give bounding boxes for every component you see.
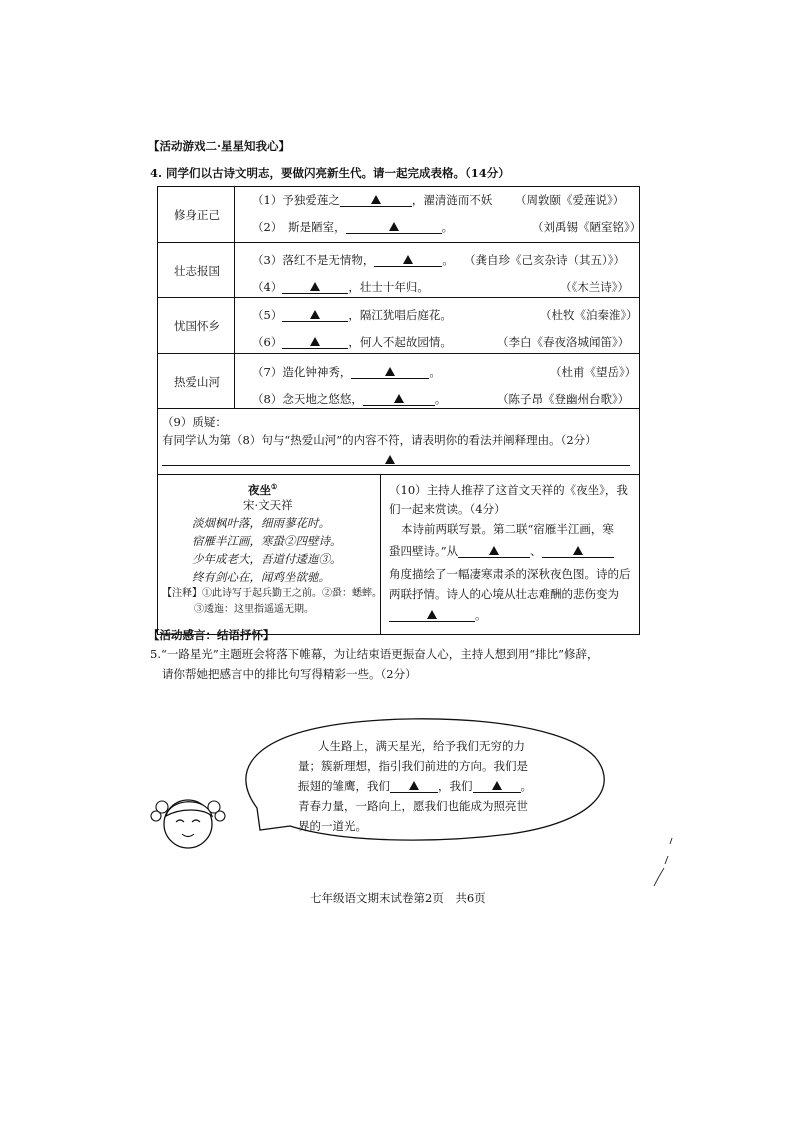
poem-note: 【注释】①此诗写于起兵勤王之前。②蛩：蟋蟀。 — [162, 588, 382, 599]
table-row — [252, 391, 446, 407]
table-row — [252, 279, 429, 295]
poem-line: 宿雁半江画，寒蛩②四壁诗。 — [192, 534, 342, 548]
q10-text: 蛩四壁诗。”从 、 — [389, 543, 614, 559]
answer-blank[interactable] — [542, 545, 614, 558]
triangle-marker-icon — [371, 195, 381, 204]
row-text: （8）念天地之悠悠， — [252, 392, 363, 406]
triangle-marker-icon — [489, 546, 499, 555]
q10-text: 。 — [389, 607, 487, 623]
girl-face-icon — [151, 800, 225, 848]
answer-blank[interactable] — [282, 336, 348, 349]
row-text: （2） 斯是陋室， — [252, 220, 346, 234]
row-text: （7）造化钟神秀， — [252, 365, 352, 379]
bubble-text: 青春力量，一路向上，愿我们也能成为照亮世 — [298, 799, 528, 813]
answer-blank[interactable] — [346, 221, 442, 234]
category-label: 忧国怀乡 — [174, 319, 220, 333]
activity2-heading: 【活动游戏二·星星知我心】 — [148, 139, 291, 153]
answer-blank[interactable] — [374, 254, 442, 267]
row-source: （刘禹锡《陋室铭》） — [532, 220, 642, 234]
category-label: 热爱山河 — [174, 375, 220, 389]
scan-mark — [650, 834, 680, 894]
row-source: （杜甫《望岳》） — [550, 365, 637, 379]
row-source: （杜牧《泊秦淮》） — [540, 308, 638, 322]
table-row — [252, 307, 452, 323]
row-source: （李白《春夜洛城闻笛》） — [497, 335, 630, 349]
table-row — [252, 219, 453, 235]
table-row — [252, 252, 454, 268]
triangle-marker-icon — [573, 546, 583, 555]
bubble-text: 人生路上，满天星光，给予我们无穷的力 — [318, 739, 525, 753]
table-row — [252, 334, 452, 350]
row-text: （3）落红不是无情物， — [252, 253, 375, 267]
row-text: 。 — [429, 365, 441, 379]
poem-line: 少年成老大，吾道付逶迤③。 — [192, 552, 342, 566]
q10-text: 本诗前两联写景。第二联“宿雁半江画，寒 — [401, 522, 614, 536]
triangle-marker-icon — [394, 394, 404, 403]
answer-blank[interactable] — [351, 366, 429, 379]
q9-answer-line[interactable] — [162, 465, 630, 466]
bubble-text: 量；簇新理想，指引我们前进的方向。我们是 — [298, 759, 528, 773]
row-source: （陈子昂《登幽州台歌》） — [497, 392, 630, 406]
triangle-marker-icon — [427, 610, 437, 619]
answer-blank[interactable] — [390, 780, 438, 793]
q5-stem: 请你帮她把感言中的排比句写得精彩一些。（2分） — [162, 667, 417, 681]
category-label: 壮志报国 — [174, 264, 220, 278]
answer-blank[interactable] — [282, 309, 348, 322]
row-text: （6） — [252, 335, 283, 349]
table-row — [252, 192, 492, 208]
bubble-text: 振翅的雏鹰，我们 ，我们 。 — [298, 779, 532, 793]
row-text: ，濯清涟而不妖 — [411, 193, 493, 207]
triangle-marker-icon — [310, 282, 320, 291]
row-source: （龚自珍《己亥杂诗（其五）》） — [464, 253, 625, 267]
row-text: （1）予独爱莲之 — [252, 193, 340, 207]
table-row — [252, 364, 441, 380]
bubble-text: 界的一道光。 — [298, 819, 367, 833]
row-text: 。 — [442, 253, 454, 267]
row-text: ，壮士十年归。 — [348, 280, 429, 294]
answer-blank[interactable] — [458, 545, 530, 558]
row-source: （《木兰诗》） — [560, 280, 629, 294]
answer-blank[interactable] — [340, 194, 412, 207]
triangle-marker-icon — [403, 255, 413, 264]
q4-stem: 4. 同学们以古诗文明志，要做闪亮新生代。请一起完成表格。（14分） — [150, 166, 510, 180]
row-text: ，何人不起故园情。 — [348, 335, 452, 349]
q10-text: 们一起来赏读。（4分） — [389, 502, 506, 516]
triangle-marker-icon — [385, 455, 395, 464]
row-source: （周敦颐《爱莲说》） — [515, 193, 625, 207]
triangle-marker-icon — [385, 367, 395, 376]
poem-line: 淡烟枫叶落，细雨蓼花时。 — [192, 516, 330, 530]
q9-text: 有同学认为第（8）句与“热爱山河”的内容不符，请表明你的看法并阐释理由。（2分） — [162, 433, 597, 447]
answer-blank[interactable] — [363, 393, 435, 406]
q5-stem: 5.“一路星光”主题班会将落下帷幕，为让结束语更振奋人心，主持人想到用“排比”修辞， — [150, 647, 599, 661]
row-text: （4） — [252, 280, 283, 294]
answer-blank[interactable] — [473, 780, 521, 793]
poem-line: 终有剑心在，闻鸡坐欲驰。 — [192, 570, 330, 584]
row-text: （5） — [252, 308, 283, 322]
q10-text: （10）主持人推荐了这首文天祥的《夜坐》，我 — [389, 483, 628, 497]
triangle-marker-icon — [409, 781, 419, 790]
row-text: ，隔江犹唱后庭花。 — [348, 308, 452, 322]
q10-text: 角度描绘了一幅凄寒肃杀的深秋夜色图。诗的后 — [389, 567, 631, 581]
activity-speech-heading: 【活动感言：结语抒怀】 — [148, 628, 275, 642]
poem-note: ③逶迤：这里指遥遥无期。 — [194, 604, 314, 615]
answer-blank[interactable] — [389, 609, 475, 622]
row-text: 。 — [434, 392, 447, 406]
triangle-marker-icon — [389, 222, 399, 231]
poem-title: 夜坐① — [248, 482, 278, 497]
poem-author: 宋·文天祥 — [243, 498, 293, 512]
row-text: 。 — [441, 220, 454, 234]
q10-text: 两联抒情。诗人的心境从壮志难酬的悲伤变为 — [389, 587, 619, 601]
triangle-marker-icon — [310, 310, 320, 319]
q9-label: （9）质疑： — [162, 415, 227, 429]
triangle-marker-icon — [310, 337, 320, 346]
answer-blank[interactable] — [282, 281, 348, 294]
category-label: 修身正己 — [174, 208, 220, 222]
triangle-marker-icon — [492, 781, 502, 790]
page-footer: 七年级语文期末试卷第2页 共6页 — [310, 891, 486, 905]
